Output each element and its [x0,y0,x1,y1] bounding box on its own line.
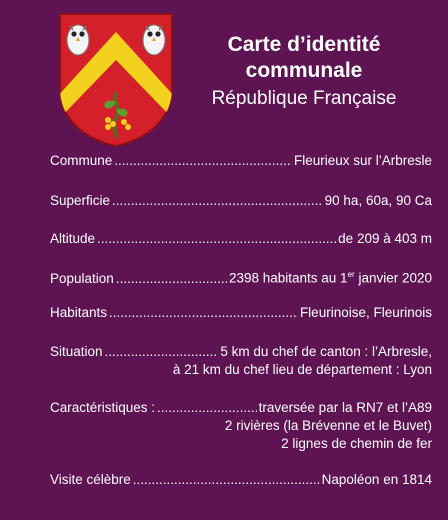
dot-leader [114,152,292,170]
row-label: Population [50,270,114,286]
row-value: Fleurinoise, Fleurinois [299,305,432,320]
row-caracteristiques [50,399,432,453]
row-value: 5 km du chef de canton : l’Arbresle, [220,344,432,359]
owl-icon [143,25,165,55]
row-label: Commune [50,153,113,168]
dot-leader [105,343,219,361]
row-situation [50,343,432,379]
row-label: Altitude [50,231,96,246]
dot-leader [109,304,298,322]
header [188,32,420,112]
dot-leader [97,230,336,248]
page-subtitle: République Française [211,88,397,109]
page-title-line2: communale [245,59,363,82]
row-value: de 209 à 403 m [338,231,432,246]
row-commune [50,152,432,170]
row-altitude [50,230,432,248]
row-label: Habitants [50,305,108,320]
row-label: Superficie [50,193,111,208]
dot-leader [157,399,257,417]
owl-icon [67,25,89,55]
row-label: Visite célèbre [50,472,131,487]
row-visite [50,471,432,489]
page-title-line1: Carte d’identité [227,33,381,56]
row-label: Situation [50,344,103,359]
dot-leader [133,471,320,489]
coat-of-arms [52,10,180,150]
dot-leader [116,270,227,288]
row-extra-line: 2 rivières (la Brévenne et le Buvet) [224,418,432,433]
row-value: traversée par la RN7 et l’A89 [258,400,432,415]
row-habitants [50,304,432,322]
row-superficie [50,192,432,210]
row-extra-line: 2 lignes de chemin de fer [281,436,432,451]
row-population [50,266,432,288]
row-value: Fleurieux sur l’Arbresle [293,153,432,168]
row-label: Caractéristiques : [50,400,156,415]
row-value: 90 ha, 60a, 90 Ca [324,193,432,208]
row-value: 2398 habitants au 1er janvier 2020 [228,270,432,286]
row-extra-line: à 21 km du chef lieu de département : Lyon [172,362,432,377]
dot-leader [112,192,323,210]
row-value: Napoléon en 1814 [321,472,432,487]
